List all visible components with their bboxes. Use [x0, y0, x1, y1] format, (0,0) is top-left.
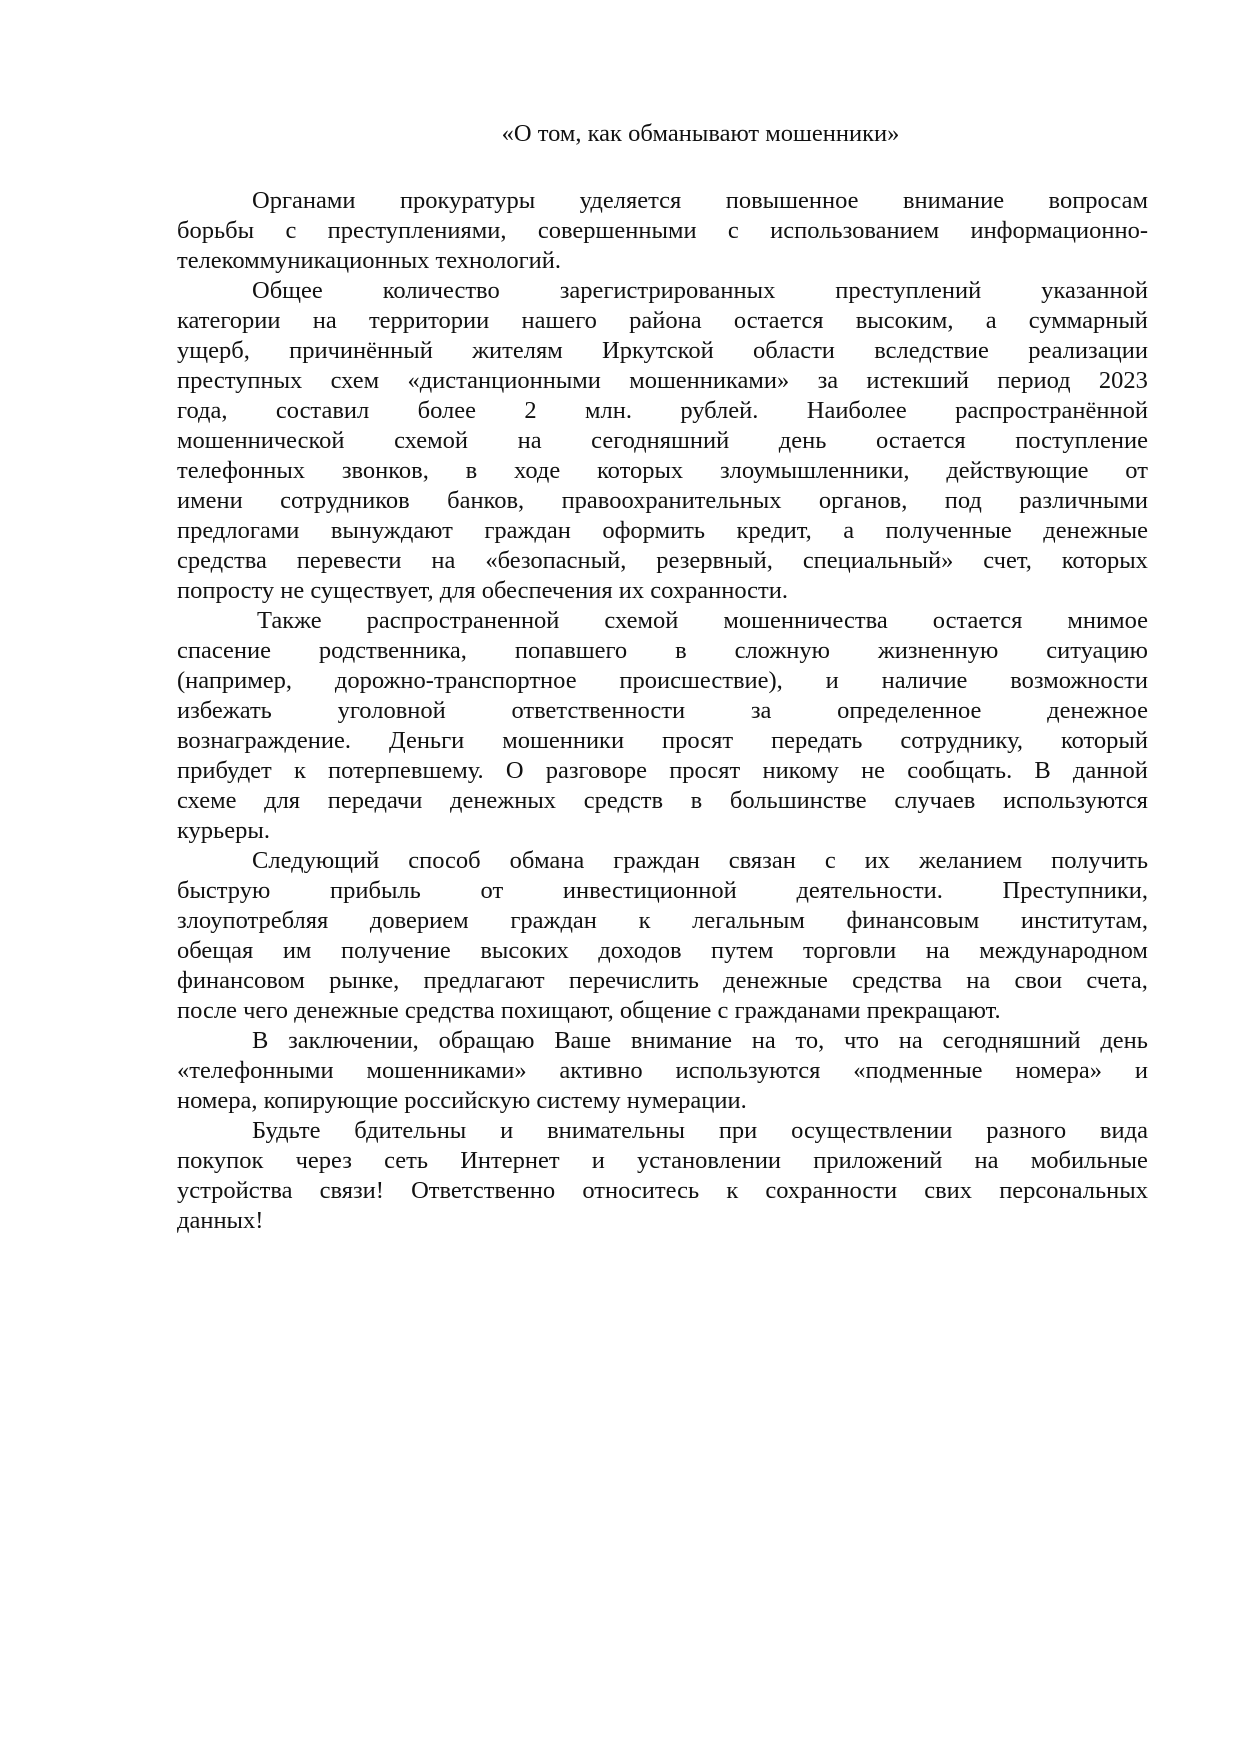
word: истекший	[866, 367, 969, 394]
word: на	[751, 1027, 776, 1054]
word: в	[675, 637, 687, 664]
word: просят	[662, 727, 734, 754]
word: преступлений	[835, 277, 982, 304]
word: используются	[675, 1057, 821, 1084]
word: заключении,	[288, 1027, 419, 1054]
word: связи!	[319, 1177, 384, 1204]
word: денежные	[723, 967, 828, 994]
word: счета,	[1086, 967, 1148, 994]
word: жителям	[472, 337, 563, 364]
word: дорожно-транспортное	[334, 667, 577, 694]
word: сеть	[384, 1147, 429, 1174]
word: рублей.	[680, 397, 759, 424]
word: прокуратуры	[399, 187, 536, 214]
word: что	[844, 1027, 880, 1054]
word: в	[465, 457, 478, 484]
text-line	[177, 1056, 1148, 1086]
text-line	[177, 966, 1148, 996]
word: уголовной	[337, 697, 446, 724]
word: и	[591, 1147, 605, 1174]
text-line	[177, 876, 1148, 906]
word: полученные	[885, 517, 1012, 544]
word: от	[480, 877, 504, 904]
word: имени	[177, 487, 243, 514]
word: В	[252, 1027, 269, 1054]
text-line	[177, 696, 1148, 726]
word: 2023	[1098, 367, 1148, 394]
word: от	[1125, 457, 1148, 484]
word: покупок	[177, 1147, 264, 1174]
word: зарегистрированных	[559, 277, 776, 304]
word: сотрудников	[280, 487, 410, 514]
word: органов,	[818, 487, 908, 514]
word: различными	[1019, 487, 1148, 514]
word: способ	[408, 847, 481, 874]
word: нашего	[521, 307, 597, 334]
word: денежное	[1047, 697, 1148, 724]
word: с	[285, 217, 297, 244]
word: млн.	[584, 397, 632, 424]
word: сложную	[734, 637, 830, 664]
word: прибыль	[330, 877, 421, 904]
word: устройства	[177, 1177, 293, 1204]
text-line	[177, 606, 1148, 636]
word: с	[824, 847, 836, 874]
word: (например,	[177, 667, 293, 694]
word: инвестиционной	[562, 877, 737, 904]
word: используются	[1002, 787, 1148, 814]
text-line	[177, 396, 1148, 426]
word: день	[778, 427, 827, 454]
text-line	[177, 1146, 1148, 1176]
word: Преступники,	[1002, 877, 1148, 904]
word: большинстве	[729, 787, 867, 814]
word: территории	[368, 307, 490, 334]
word: Будьте	[252, 1117, 321, 1144]
word: мошеннической	[177, 427, 345, 454]
paragraph-investment-scheme	[177, 846, 1148, 1026]
word: совершенными	[537, 217, 697, 244]
word: граждан	[510, 907, 597, 934]
word: мобильные	[1030, 1147, 1148, 1174]
word: передать	[771, 727, 863, 754]
word: наличие	[881, 667, 968, 694]
word: «дистанционными	[407, 367, 601, 394]
word: которых	[1061, 547, 1148, 574]
word: мошенниками»	[366, 1057, 527, 1084]
word: жизненную	[877, 637, 999, 664]
word: средства	[177, 547, 267, 574]
word: счет,	[983, 547, 1032, 574]
paragraph-intro	[177, 186, 1148, 276]
word: международном	[979, 937, 1148, 964]
word: связан	[728, 847, 796, 874]
word: схемой	[394, 427, 469, 454]
word: Ответственно	[411, 1177, 556, 1204]
word: легальным	[692, 907, 805, 934]
text-line	[177, 636, 1148, 666]
text-line	[177, 216, 1148, 246]
word: за	[750, 697, 772, 724]
word: на	[431, 547, 456, 574]
word: к	[293, 757, 306, 784]
word: более	[417, 397, 476, 424]
text-line	[177, 366, 1148, 396]
paragraph-statistics	[177, 276, 1148, 606]
word: резервный,	[656, 547, 773, 574]
word: мнимое	[1067, 607, 1148, 634]
text-line	[177, 456, 1148, 486]
word: использованием	[770, 217, 940, 244]
word: борьбы	[177, 217, 255, 244]
word: района	[629, 307, 702, 334]
word: не	[861, 757, 886, 784]
word: информационно-	[970, 217, 1148, 244]
word: предлагают	[423, 967, 545, 994]
word: осуществлении	[791, 1117, 953, 1144]
word: Следующий	[252, 847, 380, 874]
word: на	[898, 1027, 923, 1054]
word: потерпевшему.	[328, 757, 484, 784]
word: их	[864, 847, 891, 874]
word: активно	[559, 1057, 643, 1084]
text-line	[177, 906, 1148, 936]
text-line: после чего денежные средства похищают, общение с гражданами прекращают.	[177, 997, 1001, 1024]
document-title: «О том, как обманывают мошенники»	[501, 120, 900, 147]
word: денежные	[1043, 517, 1148, 544]
word: в	[690, 787, 703, 814]
word: внимание	[630, 1027, 733, 1054]
word: внимание	[902, 187, 1005, 214]
word: финансовом	[177, 967, 305, 994]
word: схем	[330, 367, 380, 394]
word: который	[1060, 727, 1148, 754]
word: свих	[924, 1177, 973, 1204]
word: данной	[1072, 757, 1148, 784]
word: ходе	[514, 457, 561, 484]
word: распространенной	[366, 607, 560, 634]
word: относитесь	[582, 1177, 700, 1204]
word: года,	[177, 397, 228, 424]
word: установлении	[637, 1147, 782, 1174]
word: случаев	[894, 787, 976, 814]
word: О	[505, 757, 524, 784]
word: а	[843, 517, 855, 544]
word: специальный»	[802, 547, 954, 574]
text-line: попросту не существует, для обеспечения их сохранности.	[177, 577, 789, 604]
word: на	[312, 307, 337, 334]
word: прибудет	[177, 757, 272, 784]
word: категории	[177, 307, 281, 334]
word: быструю	[177, 877, 271, 904]
text-line	[177, 1026, 1148, 1056]
paragraph-conclusion	[177, 1026, 1148, 1116]
text-line	[177, 756, 1148, 786]
text-line	[177, 306, 1148, 336]
word: телефонных	[177, 457, 306, 484]
word: спасение	[177, 637, 272, 664]
text-line	[177, 726, 1148, 756]
word: свои	[1014, 967, 1063, 994]
text-line	[177, 846, 1148, 876]
word: определенное	[837, 697, 982, 724]
word: остается	[875, 427, 966, 454]
word: поступление	[1015, 427, 1148, 454]
word: разного	[986, 1117, 1067, 1144]
word: сохранности	[765, 1177, 898, 1204]
word: для	[264, 787, 301, 814]
document-body	[177, 186, 1148, 1236]
word: деятельности.	[796, 877, 943, 904]
word: доверием	[369, 907, 469, 934]
word: повышенное	[725, 187, 859, 214]
word: денежных	[449, 787, 557, 814]
word: перечислить	[568, 967, 699, 994]
word: области	[753, 337, 835, 364]
word: персональных	[999, 1177, 1148, 1204]
word: схемой	[604, 607, 679, 634]
word: разговоре	[545, 757, 647, 784]
word: и	[1134, 1057, 1148, 1084]
word: Интернет	[460, 1147, 560, 1174]
word: институтам,	[1020, 907, 1148, 934]
word: звонков,	[341, 457, 429, 484]
word: приложений	[813, 1147, 943, 1174]
word: остается	[733, 307, 824, 334]
word: и	[825, 667, 839, 694]
text-line	[177, 1116, 1148, 1146]
word: на	[517, 427, 542, 454]
text-line	[177, 516, 1148, 546]
word: правоохранительных	[561, 487, 782, 514]
text-line	[177, 426, 1148, 456]
word: «безопасный,	[485, 547, 627, 574]
word: вследствие	[874, 337, 989, 364]
text-line	[177, 786, 1148, 816]
word: уделяется	[579, 187, 682, 214]
word: преступлениями,	[327, 217, 507, 244]
word: избежать	[177, 697, 272, 724]
word: с	[727, 217, 739, 244]
text-line	[177, 936, 1148, 966]
word: перевести	[296, 547, 402, 574]
word: Органами	[252, 187, 356, 214]
word: «телефонными	[177, 1057, 334, 1084]
word: бдительны	[354, 1117, 467, 1144]
word: Также	[257, 607, 322, 634]
text-line	[177, 276, 1148, 306]
word: через	[295, 1147, 352, 1174]
word: мошенники	[502, 727, 625, 754]
word: реализации	[1028, 337, 1148, 364]
word: распространённой	[955, 397, 1148, 424]
word: сообщать.	[907, 757, 1013, 784]
text-line	[177, 486, 1148, 516]
text-line: телекоммуникационных технологий.	[177, 247, 561, 274]
text-line	[177, 546, 1148, 576]
text-line: курьеры.	[177, 817, 270, 844]
word: действующие	[946, 457, 1089, 484]
word: предлогами	[177, 517, 300, 544]
word: причинённый	[289, 337, 433, 364]
word: Ваше	[554, 1027, 612, 1054]
paragraph-relative-scheme	[177, 606, 1148, 846]
word: на	[966, 967, 991, 994]
word: к	[726, 1177, 739, 1204]
word: торговли	[803, 937, 897, 964]
word: вида	[1099, 1117, 1148, 1144]
word: которых	[597, 457, 684, 484]
word: то,	[795, 1027, 825, 1054]
word: возможности	[1010, 667, 1148, 694]
word: финансовым	[846, 907, 980, 934]
word: происшествие),	[619, 667, 783, 694]
word: средства	[852, 967, 942, 994]
word: мошенничества	[723, 607, 888, 634]
text-line	[177, 1176, 1148, 1206]
word: злоумышленники,	[719, 457, 910, 484]
word: получить	[1051, 847, 1148, 874]
word: на	[925, 937, 950, 964]
word: сегодняшний	[591, 427, 730, 454]
word: обещая	[177, 937, 254, 964]
word: граждан	[484, 517, 571, 544]
word: составил	[275, 397, 370, 424]
word: 2	[524, 397, 537, 424]
word: внимательны	[547, 1117, 685, 1144]
word: на	[974, 1147, 999, 1174]
word: ситуацию	[1046, 637, 1148, 664]
word: сегодняшний	[942, 1027, 1081, 1054]
word: попавшего	[514, 637, 628, 664]
word: обмана	[509, 847, 585, 874]
word: при	[718, 1117, 758, 1144]
word: Деньги	[388, 727, 465, 754]
word: к	[638, 907, 651, 934]
word: передачи	[327, 787, 423, 814]
word: ущерб,	[177, 337, 250, 364]
word: указанной	[1041, 277, 1148, 304]
word: граждан	[613, 847, 700, 874]
text-line	[177, 336, 1148, 366]
word: высоких	[480, 937, 569, 964]
word: В	[1034, 757, 1051, 784]
word: схеме	[177, 787, 237, 814]
word: вопросам	[1048, 187, 1148, 214]
word: и	[500, 1117, 514, 1144]
word: суммарный	[1028, 307, 1148, 334]
word: количество	[382, 277, 500, 304]
word: мошенниками»	[629, 367, 790, 394]
word: сотруднику,	[900, 727, 1023, 754]
word: под	[944, 487, 982, 514]
word: Общее	[252, 277, 323, 304]
word: банков,	[447, 487, 525, 514]
word: вынуждают	[330, 517, 453, 544]
word: преступных	[177, 367, 303, 394]
word: вознаграждение.	[177, 727, 351, 754]
paragraph-warning	[177, 1116, 1148, 1236]
word: просят	[669, 757, 741, 784]
word: злоупотребляя	[177, 907, 329, 934]
word: ответственности	[511, 697, 686, 724]
word: оформить	[602, 517, 706, 544]
word: рынке,	[329, 967, 400, 994]
word: кредит,	[736, 517, 812, 544]
word: Иркутской	[602, 337, 714, 364]
word: «подменные	[853, 1057, 983, 1084]
word: получение	[340, 937, 451, 964]
word: доходов	[598, 937, 682, 964]
word: путем	[711, 937, 774, 964]
text-line: данных!	[177, 1207, 264, 1234]
word: желанием	[919, 847, 1023, 874]
word: обращаю	[438, 1027, 535, 1054]
word: средств	[583, 787, 664, 814]
word: родственника,	[318, 637, 467, 664]
word: им	[282, 937, 312, 964]
text-line	[177, 186, 1148, 216]
word: период	[997, 367, 1071, 394]
word: день	[1100, 1027, 1148, 1054]
word: номера»	[1015, 1057, 1103, 1084]
word: за	[817, 367, 839, 394]
word: высоким,	[855, 307, 954, 334]
word: а	[985, 307, 997, 334]
word: никому	[762, 757, 839, 784]
text-line: номера, копирующие российскую систему нумерации.	[177, 1087, 747, 1114]
word: Наиболее	[806, 397, 907, 424]
text-line	[177, 666, 1148, 696]
word: остается	[932, 607, 1023, 634]
